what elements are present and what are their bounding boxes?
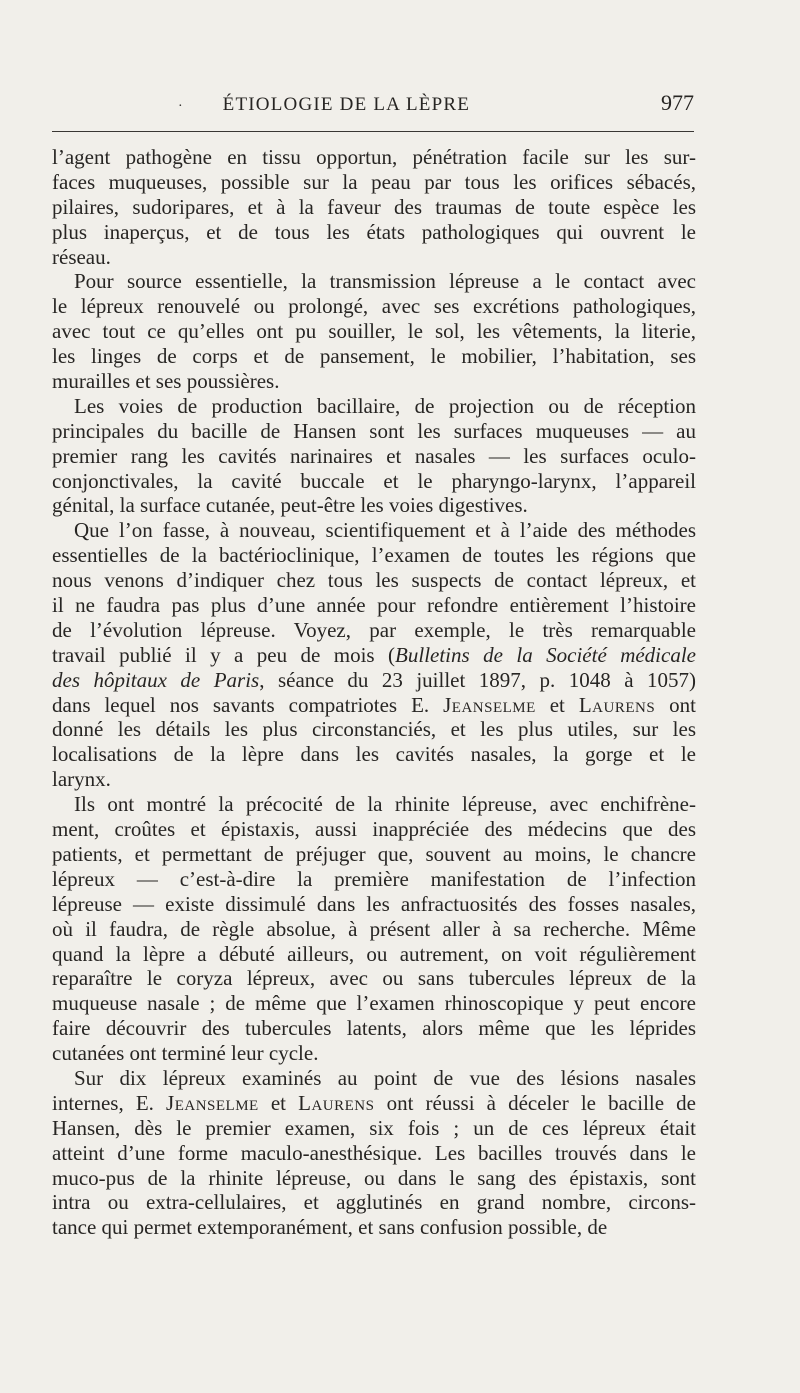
text-line: essentielles de la bactérioclinique, l’examen de toutes les régions que (52, 543, 696, 568)
text-line: murailles et ses poussières. (52, 369, 280, 394)
text-line: donné les détails les plus circonstanciés, et les plus utiles, sur les (52, 717, 696, 742)
text-line: les linges de corps et de pansement, le mobilier, l’habitation, ses (52, 344, 696, 369)
text-line: cutanées ont terminé leur cycle. (52, 1041, 319, 1066)
text-line: Ils ont montré la précocité de la rhinite lépreuse, avec enchifrène- (74, 792, 696, 817)
text-line: lépreuse — existe dissimulé dans les anfractuosités des fosses nasales, (52, 891, 696, 916)
page-number: 977 (661, 90, 694, 115)
text-line: muqueuse nasale ; de même que l’examen rhinoscopique y peut encore (52, 991, 696, 1016)
text-line: Que l’on fasse, à nouveau, scientifiquement et à l’aide des méthodes (74, 518, 696, 543)
text-line: avec tout ce qu’elles ont pu souiller, le sol, les vêtements, la literie, (52, 319, 696, 344)
text-line: il ne faudra pas plus d’une année pour refondre entièrement l’histoire (52, 593, 696, 618)
text-line: reparaître le coryza lépreux, avec ou sans tubercules lépreux de la (52, 966, 696, 991)
body-text (52, 145, 696, 1240)
text-line: premier rang les cavités narinaires et nasales — les surfaces oculo- (52, 443, 696, 468)
text-line: réseau. (52, 244, 111, 269)
text-line: nous venons d’indiquer chez tous les suspects de contact lépreux, et (52, 568, 696, 593)
text-line: plus inaperçus, et de tous les états pathologiques qui ouvrent le (52, 219, 696, 244)
text-line: travail publié il y a peu de mois (Bulletins de la Société médicale (52, 642, 696, 667)
text-line: génital, la surface cutanée, peut-être les voies digestives. (52, 493, 528, 518)
text-line: localisations de la lèpre dans les cavités nasales, la gorge et le (52, 742, 696, 767)
text-line: des hôpitaux de Paris, séance du 23 juillet 1897, p. 1048 à 1057) (52, 667, 697, 692)
running-title: ÉTIOLOGIE DE LA LÈPRE (222, 94, 471, 115)
header-mark: · (178, 99, 183, 114)
text-line: faces muqueuses, possible sur la peau par tous les orifices sébacés, (52, 169, 696, 194)
text-line: l’agent pathogène en tissu opportun, pénétration facile sur les sur- (52, 145, 696, 169)
text-line: où il faudra, de règle absolue, à présent aller à sa recherche. Même (52, 916, 696, 941)
text-line: faire découvrir des tubercules latents, alors même que les léprides (52, 1016, 696, 1041)
text-line: pilaires, sudoripares, et à la faveur des traumas de toute espèce les (52, 194, 696, 219)
text-line: internes, E. Jeanselme et Laurens ont réussi à déceler le bacille de (52, 1090, 697, 1115)
text-line: de l’évolution lépreuse. Voyez, par exemple, le très remarquable (52, 617, 696, 642)
text-line: intra ou extra-cellulaires, et agglutinés en grand nombre, circons- (52, 1190, 696, 1215)
text-line: Pour source essentielle, la transmission lépreuse a le contact avec (74, 269, 696, 294)
text-line: ment, croûtes et épistaxis, aussi inappréciée des médecins que des (52, 817, 696, 842)
header-rule (52, 131, 694, 132)
text-line: le lépreux renouvelé ou prolongé, avec ses excrétions pathologiques, (52, 294, 696, 319)
text-line: conjonctivales, la cavité buccale et le pharyngo-larynx, l’appareil (52, 468, 696, 493)
text-line: principales du bacille de Hansen sont les surfaces muqueuses — au (52, 418, 696, 443)
text-line: muco-pus de la rhinite lépreuse, ou dans le sang des épistaxis, sont (52, 1165, 696, 1190)
text-line: Hansen, dès le premier examen, six fois ; un de ces lépreux était (52, 1115, 696, 1140)
text-line: patients, et permettant de préjuger que, souvent au moins, le chancre (52, 841, 696, 866)
text-line: atteint d’une forme maculo-anesthésique. Les bacilles trouvés dans le (52, 1140, 696, 1165)
text-line: tance qui permet extemporanément, et sans confusion possible, de (52, 1215, 608, 1240)
text-line: dans lequel nos savants compatriotes E. Jeanselme et Laurens ont (52, 692, 696, 717)
text-line: lépreux — c’est-à-dire la première manifestation de l’infection (52, 866, 696, 891)
text-line: Sur dix lépreux examinés au point de vue des lésions nasales (74, 1065, 696, 1090)
text-line: quand la lèpre a débuté ailleurs, ou autrement, on voit régulièrement (52, 941, 696, 966)
page-header (52, 90, 694, 122)
text-line: larynx. (52, 767, 111, 792)
text-line: Les voies de production bacillaire, de projection ou de réception (74, 393, 696, 418)
